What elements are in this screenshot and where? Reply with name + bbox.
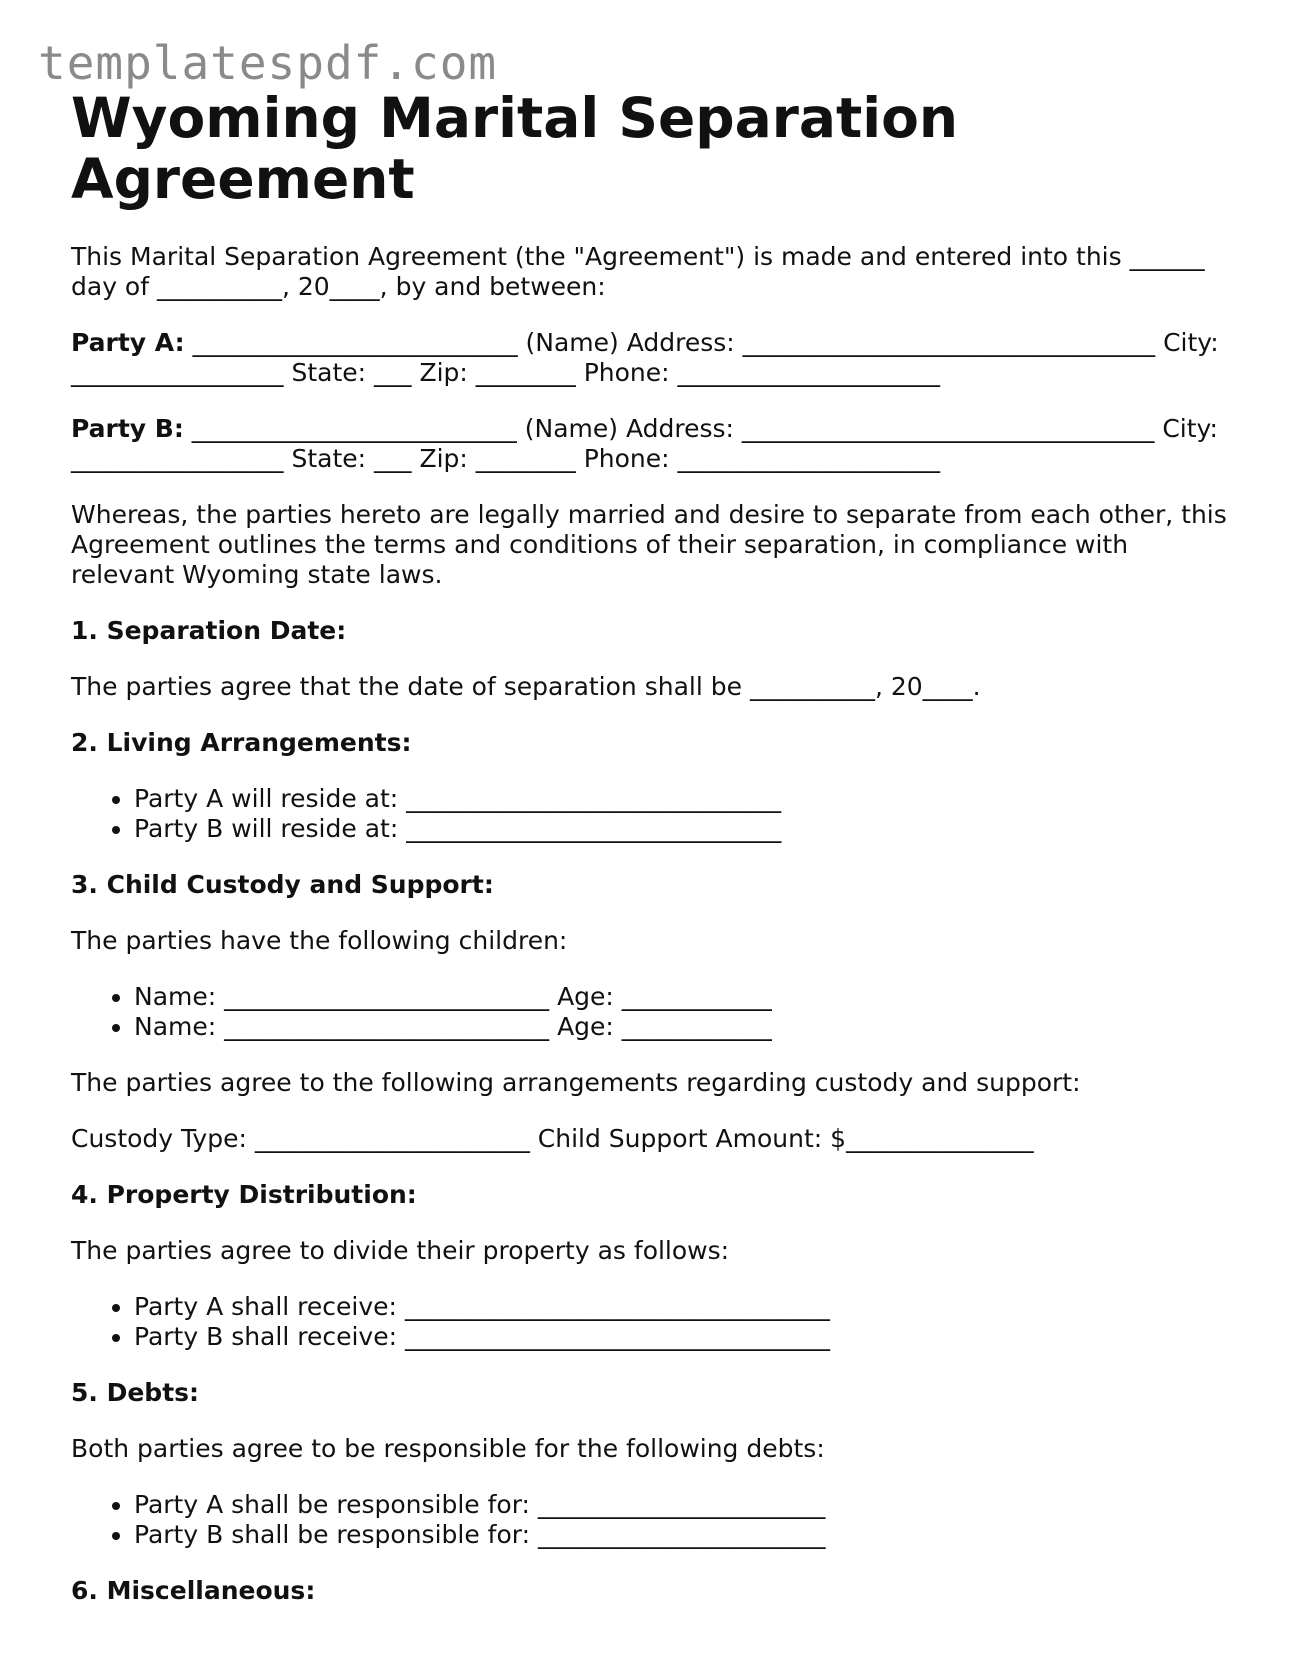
- section-4-text: The parties agree to divide their property as follows:: [71, 1236, 730, 1265]
- list-item: • Party A shall be responsible for: _______________________: [134, 1490, 1231, 1520]
- section-5-text: Both parties agree to be responsible for the following debts:: [71, 1434, 825, 1463]
- section-3-heading: 3. Child Custody and Support:: [71, 870, 494, 899]
- party-a-block: [71, 328, 1231, 388]
- section-5-heading: 5. Debts:: [71, 1378, 200, 1407]
- list-item: • Party B will reside at: ______________________________: [134, 814, 1231, 844]
- section-6-heading: 6. Miscellaneous:: [71, 1576, 316, 1605]
- party-a-fields: __________________________ (Name) Address: _________________________________ City: _________________ State: ___ Zip: ________ Phone: _____________________: [71, 328, 1219, 387]
- section-3-text-2: The parties agree to the following arrangements regarding custody and support:: [71, 1068, 1081, 1097]
- list-item: • Name: __________________________ Age: ____________: [134, 982, 1231, 1012]
- section-3-text: The parties have the following children:: [71, 926, 568, 955]
- party-b-fields: __________________________ (Name) Address: _________________________________ City: _________________ State: ___ Zip: ________ Phone: _____________________: [71, 414, 1218, 473]
- watermark: templatespdf.com: [38, 36, 498, 90]
- list-item: • Party A shall receive: __________________________________: [134, 1292, 1231, 1322]
- section-2-heading: 2. Living Arrangements:: [71, 728, 412, 757]
- list-item: • Party A will reside at: ______________________________: [134, 784, 1231, 814]
- section-3-text-3: Custody Type: ______________________ Child Support Amount: $_______________: [71, 1124, 1034, 1153]
- party-a-label: Party A:: [71, 328, 185, 357]
- section-3-list: [71, 982, 1231, 1042]
- document-page: [71, 88, 1231, 1606]
- party-b-label: Party B:: [71, 414, 184, 443]
- list-item: • Party B shall be responsible for: _______________________: [134, 1520, 1231, 1550]
- party-b-block: [71, 414, 1231, 474]
- page-title: Wyoming Marital Separation Agreement: [71, 86, 959, 211]
- list-item: • Party B shall receive: __________________________________: [134, 1322, 1231, 1352]
- section-1-heading: 1. Separation Date:: [71, 616, 347, 645]
- section-4-heading: 4. Property Distribution:: [71, 1180, 417, 1209]
- intro-paragraph: This Marital Separation Agreement (the "Agreement") is made and entered into this ______ day of __________, 20____, by and between:: [71, 242, 1205, 301]
- whereas-paragraph: Whereas, the parties hereto are legally married and desire to separate from each other, this Agreement outlines the terms and conditions of their separation, in compliance with relevant Wyoming state laws.: [71, 500, 1227, 589]
- section-4-list: [71, 1292, 1231, 1352]
- section-1-text: The parties agree that the date of separation shall be __________, 20____.: [71, 672, 981, 701]
- section-2-list: [71, 784, 1231, 844]
- list-item: • Name: __________________________ Age: ____________: [134, 1012, 1231, 1042]
- section-5-list: [71, 1490, 1231, 1550]
